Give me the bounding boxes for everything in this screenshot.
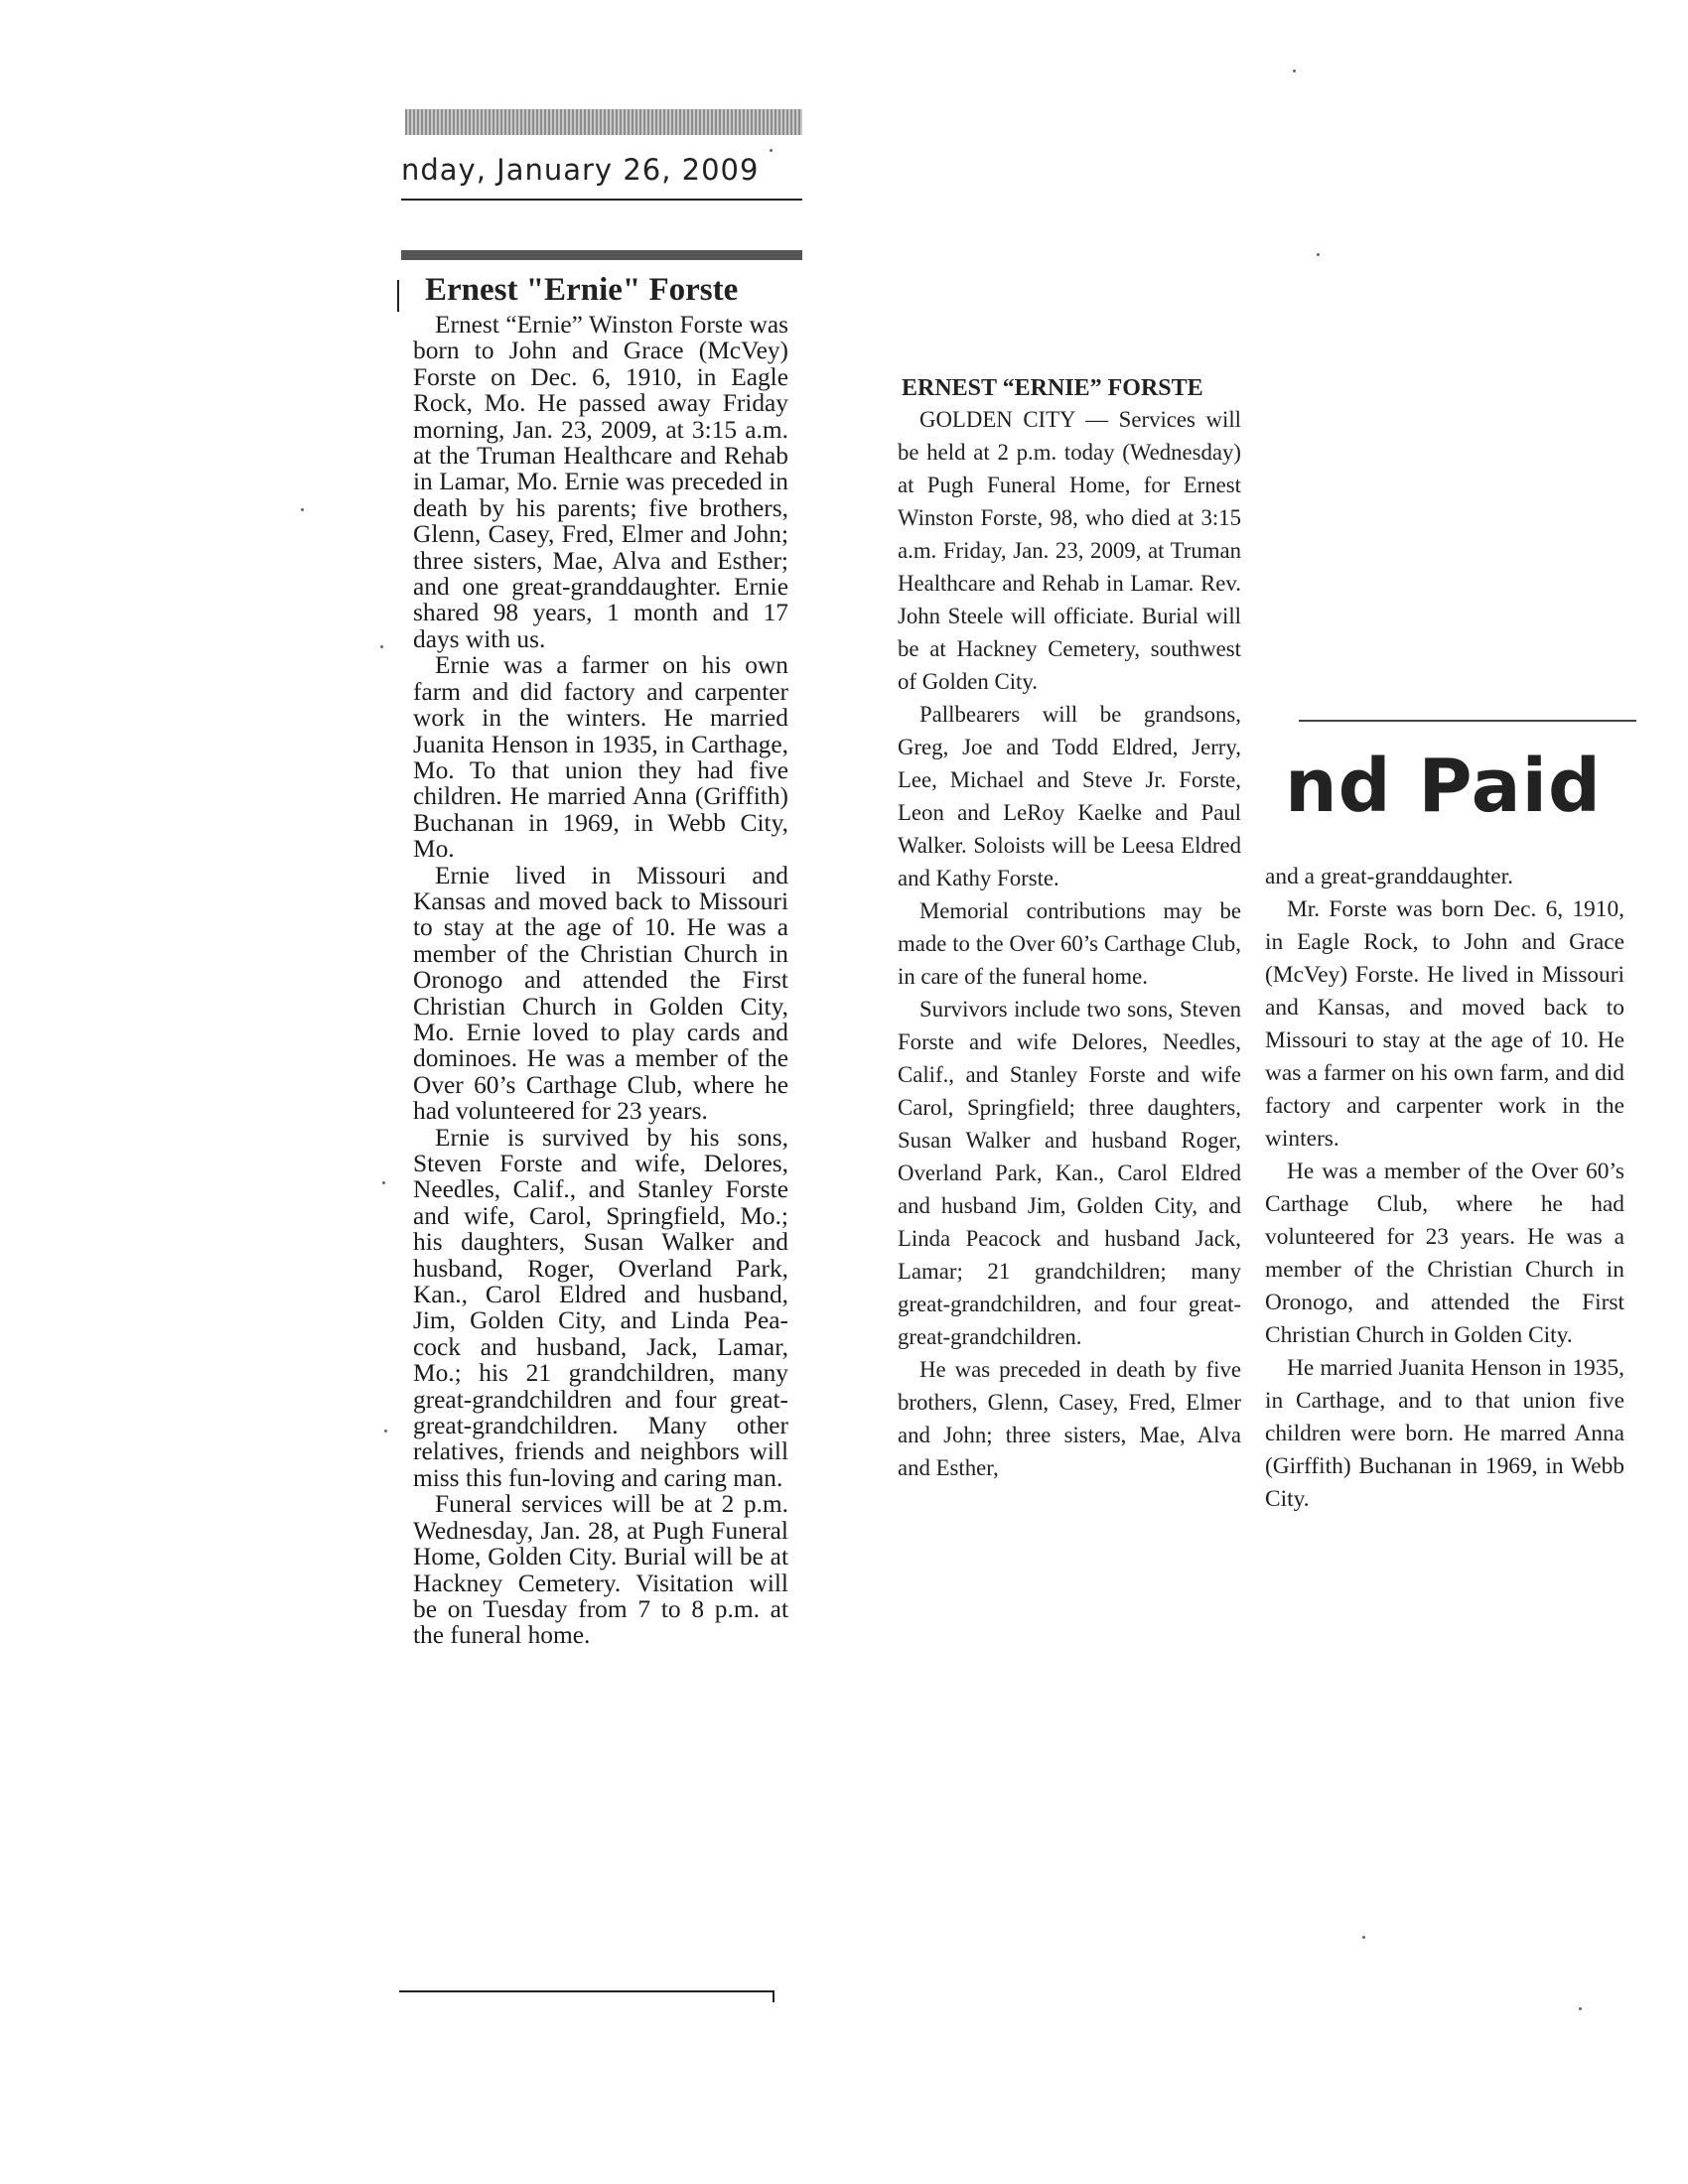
paragraph: He married Juanita Henson in 1935, in Carthage, and to that union five children were born. He marred Anna (Girffith) Buchanan in 1969, in Webb City.	[1265, 1355, 1624, 1512]
paragraph: Mr. Forste was born Dec. 6, 1910, in Eagle Rock, to John and Grace (McVey) Forste. He lived in Missouri and Kansas, and moved back to Missouri to stay at the age of 10. He was a farmer on his own farm, and did factory and carpenter work in the winters.	[1265, 896, 1624, 1152]
paragraph: He was a member of the Over 60’s Carthage Club, where he had volunteered for 23 years. He was a member of the Christian Church in Oronogo, and attended the First Christian Church in Golden City.	[1265, 1159, 1624, 1348]
paragraph: Ernie is survived by his sons, Steven Forste and wife, Delores, Needles, Calif., and Stanley Forste and wife, Carol, Springfield, Mo.; his daughters, Susan Walker and husband, Roger, Overland Park, Kan., Carol Eldred and husband, Jim, Golden City, and Linda Peacock and husband, Jack, Lamar, Mo.; his 21 grandchildren, many great-grandchildren and four great-great-grandchildren. Many other relatives, friends and neighbors will miss this fun-loving and caring man.	[413, 1123, 788, 1492]
paragraph: He was preceded in death by five brothers, Glenn, Casey, Fred, Elmer and John; three sisters, Mae, Alva and Esther,	[898, 1357, 1241, 1480]
masthead-bar	[405, 109, 802, 135]
clipping-monday-obituary	[397, 109, 806, 2015]
scan-speck	[1362, 1936, 1365, 1939]
section-bar	[401, 250, 802, 260]
paragraph: Ernie lived in Missouri and Kansas and moved back to Missouri to stay at the age of 10. He was a member of the Christian Church in Oronogo and attended the First Christian Church in Golden City, Mo. Ernie loved to play cards and dominoes. He was a member of the Over 60’s Carthage Club, where he had volunteered for 23 years.	[413, 861, 788, 1126]
paragraph: GOLDEN CITY — Services will be held at 2 p.m. today (Wednesday) at Pugh Funeral Home, for Ernest Winston Forste, 98, who died at 3:15 a.m. Friday, Jan. 23, 2009, at Truman Healthcare and Rehab in Lamar. Rev. John Steele will officiate. Burial will be at Hackney Cemetery, southwest of Golden City.	[898, 407, 1241, 694]
divider	[1299, 720, 1636, 722]
paragraph: Survivors include two sons, Steven Forste and wife Delores, Needles, Calif., and Stanley Forste and wife Carol, Springfield; three daughters, Susan Walker and husband Roger, Overland Park, Kan., Carol Eldred and husband Jim, Golden City, and Linda Peacock and husband Jack, Lamar; 21 grandchildren; many great-grandchildren, and four great-great-grandchildren.	[898, 997, 1241, 1349]
paragraph: and a great-granddaughter.	[1265, 864, 1514, 889]
scan-speck	[1579, 2007, 1582, 2010]
paragraph: Memorial contributions may be made to the Over 60’s Carthage Club, in care of the funeral home.	[898, 898, 1241, 989]
dateline: nday, January 26, 2009	[401, 153, 760, 187]
paragraph: Pallbearers will be grandsons, Greg, Joe and Todd Eldred, Jerry, Lee, Michael and Steve Jr. Forste, Leon and LeRoy Kaelke and Paul Walker. Soloists will be Leesa Eldred and Kathy Forste.	[898, 702, 1241, 890]
paid-headline: nd Paid	[1285, 744, 1602, 829]
paragraph: Funeral services will be at 2 p.m. Wednesday, Jan. 28, at Pugh Funeral Home, Golden City. Burial will be at Hackney Cemetery. Visitation will be on Tuesday from 7 to 8 p.m. at the funeral home.	[413, 1490, 788, 1650]
scan-speck	[382, 1181, 385, 1184]
scan-speck	[380, 645, 383, 648]
headline-marker	[397, 280, 399, 312]
divider	[401, 199, 802, 201]
scan-speck	[1317, 253, 1320, 256]
bottom-rule	[399, 1990, 774, 1992]
clipping-paid-notice	[1239, 720, 1636, 1712]
obituary-body	[413, 312, 788, 1649]
obituary-headline: Ernest "Ernie" Forste	[425, 272, 739, 308]
scan-speck	[301, 508, 304, 511]
notice-headline: ERNEST “ERNIE” FORSTE	[902, 375, 1203, 401]
paragraph: Ernest “Ernie” Winston Forste was born to John and Grace (McVey) Forste on Dec. 6, 1910, in Eagle Rock, Mo. He passed away Friday morning, Jan. 23, 2009, at 3:15 a.m. at the Truman Healthcare and Rehab in Lamar, Mo. Ernie was preceded in death by his parents; five brothers, Glenn, Casey, Fred, Elmer and John; three sisters, Mae, Alva and Esther; and one great-granddaughter. Ernie shared 98 years, 1 month and 17 days with us.	[413, 311, 788, 653]
clipping-funeral-notice	[874, 347, 1243, 1767]
paid-body	[1265, 861, 1624, 1516]
paragraph: Ernie was a farmer on his own farm and did factory and carpenter work in the winters. He married Juanita Henson in 1935, in Carthage, Mo. To that union they had five children. He married Anna (Griffith) Buchanan in 1969, in Webb City, Mo.	[413, 651, 788, 864]
scan-speck	[384, 1430, 387, 1433]
notice-body	[898, 403, 1241, 1484]
scan-speck	[1293, 69, 1296, 72]
scan-speck	[770, 149, 773, 152]
